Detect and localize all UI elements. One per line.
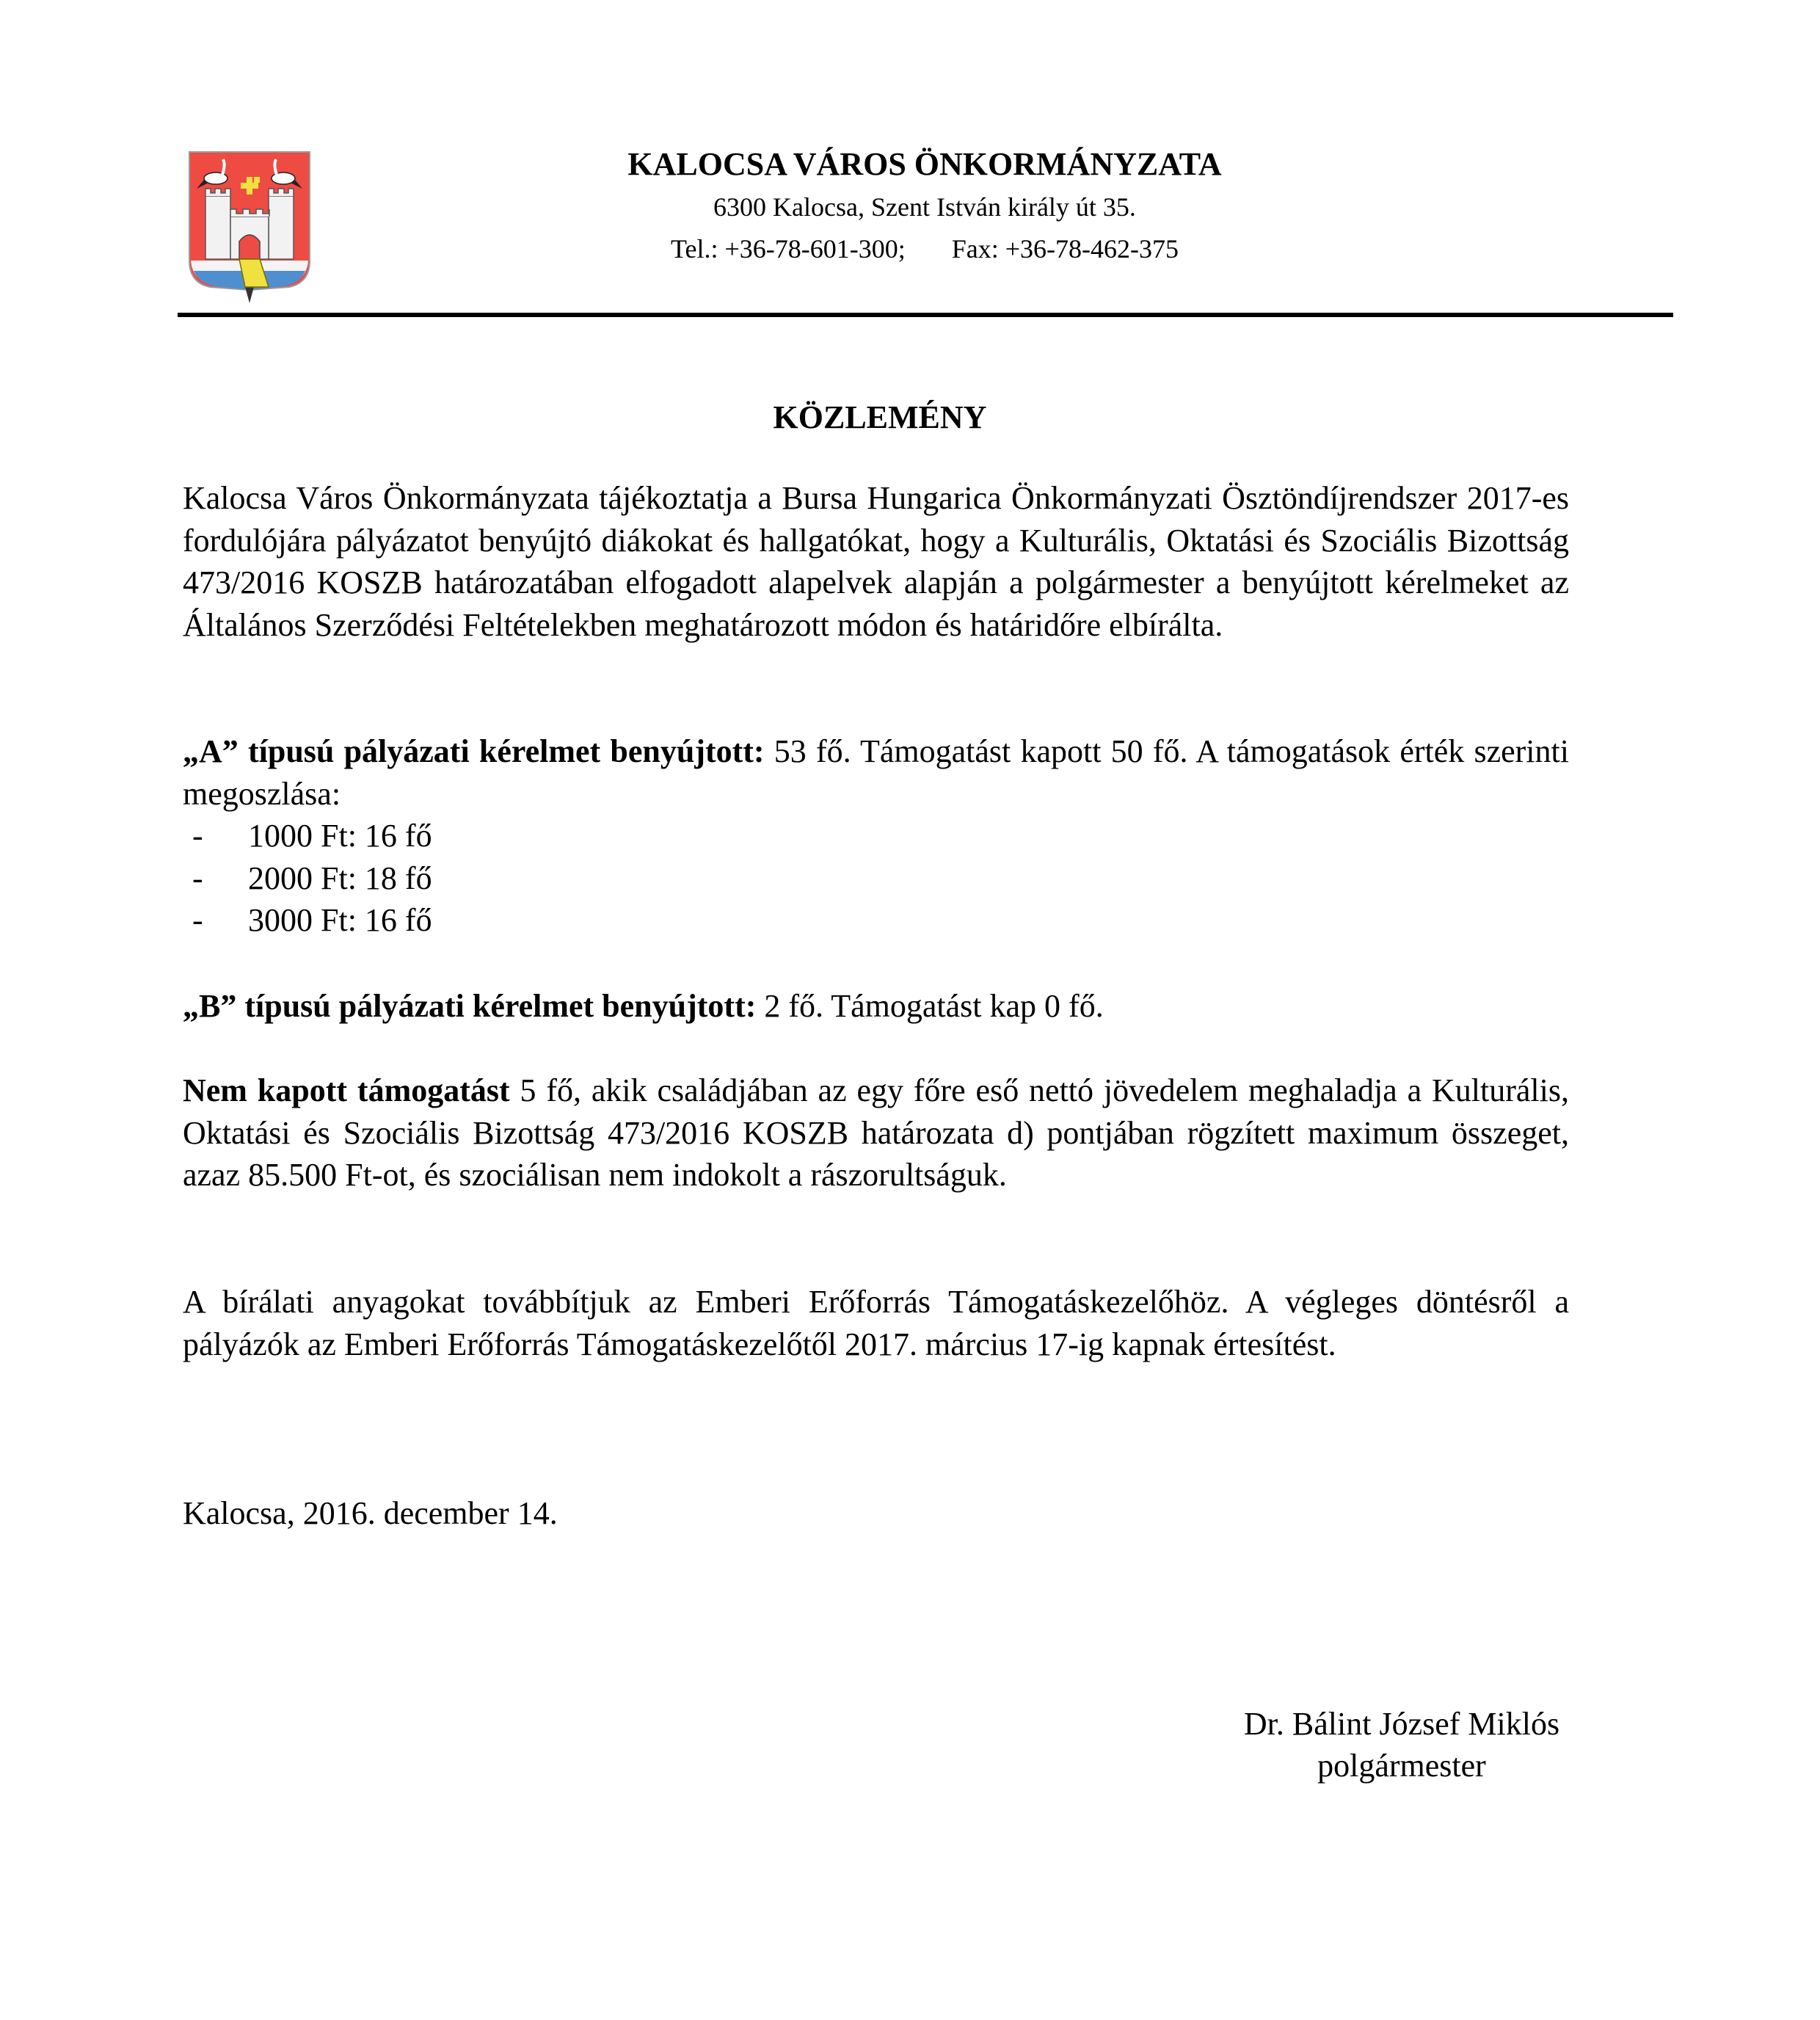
phone-number: Tel.: +36-78-601-300; xyxy=(670,234,906,264)
rejected-paragraph xyxy=(183,1069,1569,1196)
type-b-label: „B” típusú pályázati kérelmet benyújtott: xyxy=(183,988,757,1024)
type-a-label: „A” típusú pályázati kérelmet benyújtott: xyxy=(183,733,765,769)
closing-paragraph: A bírálati anyagokat továbbítjuk az Emberi Erőforrás Támogatáskezelőhöz. A végleges döntésről a pályázók az Emberi Erőforrás Támogatáskezelőtől 2017. március 17-ig kapnak értesítést. xyxy=(183,1284,1569,1362)
organization-name: KALOCSA VÁROS ÖNKORMÁNYZATA xyxy=(627,146,1222,182)
organization-address: 6300 Kalocsa, Szent István király út 35. xyxy=(713,192,1136,222)
list-bullet: - xyxy=(192,818,203,854)
rejected-label: Nem kapott támogatást xyxy=(183,1072,510,1108)
type-a-text: 53 fő. Támogatást kapott 50 fő. A támogatások érték szerinti megoszlása: xyxy=(183,733,1569,812)
place-and-date: Kalocsa, 2016. december 14. xyxy=(183,1495,558,1531)
type-a-paragraph xyxy=(183,730,1569,815)
list-item-text: 1000 Ft: 16 fő xyxy=(248,818,432,854)
signatory-name: Dr. Bálint József Miklós xyxy=(1243,1706,1560,1742)
organization-contact xyxy=(0,231,1820,266)
fax-number: Fax: +36-78-462-375 xyxy=(951,234,1179,264)
rejected-text: 5 fő, akik családjában az egy főre eső nettó jövedelem meghaladja a Kulturális, Oktatási és Szociális Bizottság 473/2016 KOSZB határozata d) pontjában rögzített maximum összeget, azaz 85.500 Ft-ot, és szociálisan nem indokolt a rászorultságuk. xyxy=(183,1072,1569,1193)
signatory-role: polgármester xyxy=(1317,1748,1486,1784)
header-divider xyxy=(178,313,1673,317)
list-item-text: 3000 Ft: 16 fő xyxy=(248,902,432,938)
type-a-breakdown-list xyxy=(183,815,432,942)
list-item-text: 2000 Ft: 18 fő xyxy=(248,860,432,896)
list-item xyxy=(183,899,432,942)
type-b-text: 2 fő. Támogatást kap 0 fő. xyxy=(756,988,1104,1024)
list-bullet: - xyxy=(192,902,203,938)
list-bullet: - xyxy=(192,860,203,896)
list-item xyxy=(183,815,432,857)
intro-paragraph: Kalocsa Város Önkormányzata tájékoztatja a Bursa Hungarica Önkormányzati Ösztöndíjrendszer 2017-es fordulójára pályázatot benyújtó diákokat és hallgatókat, hogy a Kulturális, Oktatási és Szociális Bizottság 473/2016 KOSZB határozatában elfogadott alapelvek alapján a polgármester a benyújtott kérelmeket az Általános Szerződési Feltételekben meghatározott módon és határidőre elbírálta. xyxy=(183,480,1569,643)
type-b-paragraph xyxy=(183,985,1569,1028)
list-item xyxy=(183,857,432,900)
document-title: KÖZLEMÉNY xyxy=(773,399,987,435)
